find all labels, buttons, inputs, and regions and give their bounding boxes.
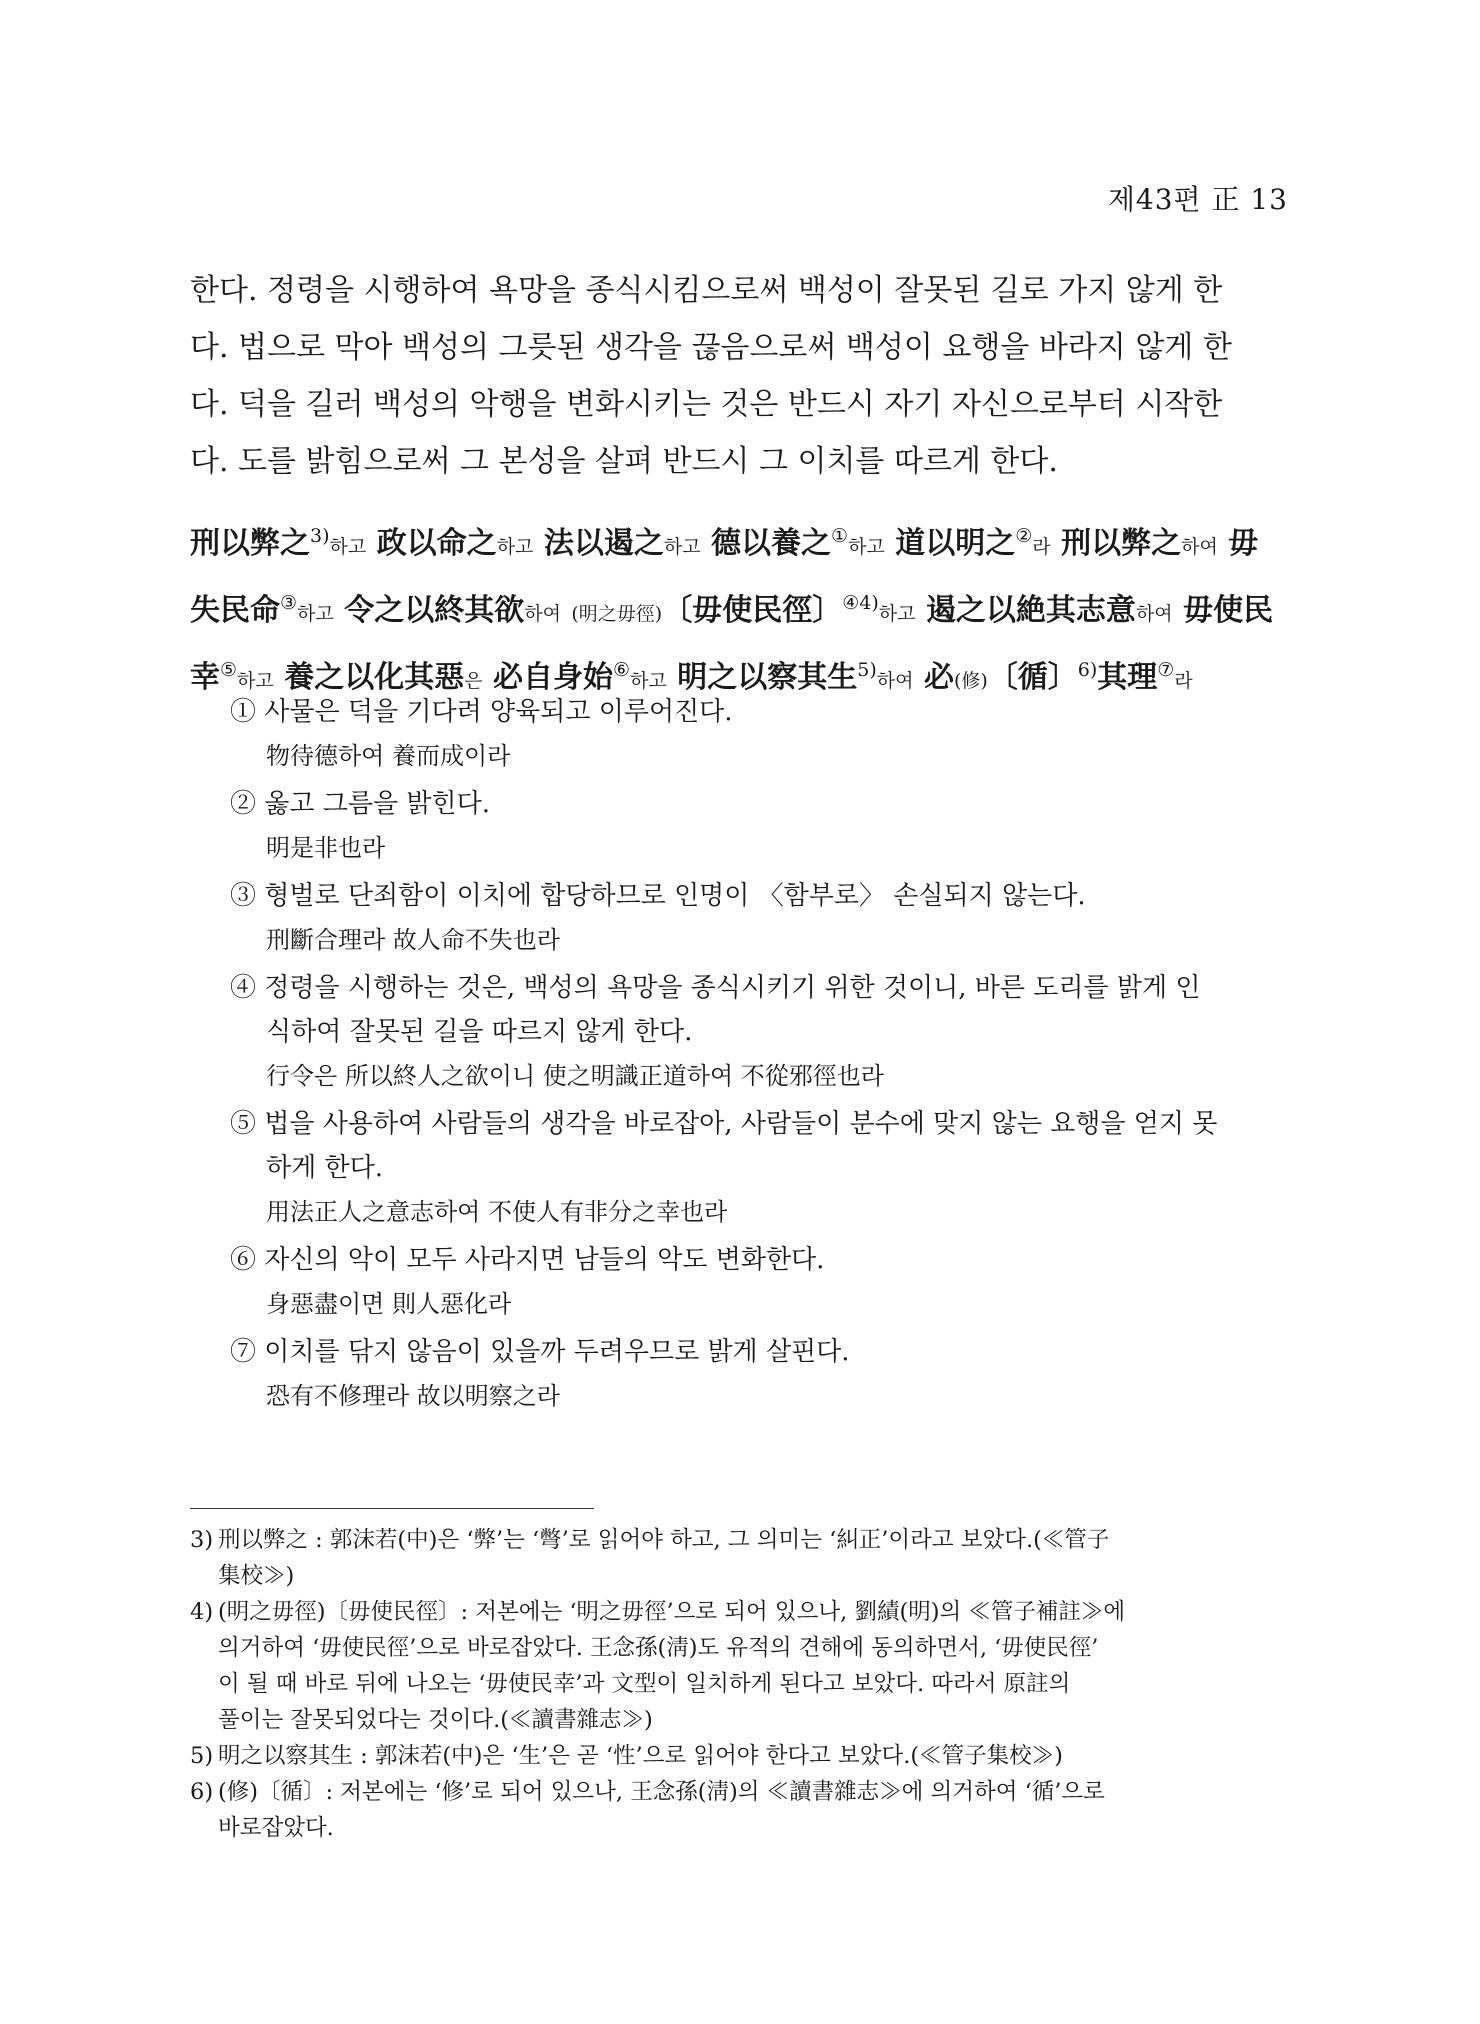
note-item xyxy=(230,966,1290,1098)
classical-phrase: 遏之以絶其志意 xyxy=(925,593,1136,628)
classical-phrase: 刑以弊之 xyxy=(1061,526,1182,561)
classical-phrase: 令之以終其欲 xyxy=(344,593,525,628)
grammar-particle: 하고 xyxy=(848,536,885,558)
footnote-number: 6) xyxy=(190,1779,214,1805)
footnote-ref: 6) xyxy=(1077,659,1098,681)
note-classical: 恐有不修理라 故以明察之라 xyxy=(266,1382,560,1410)
footnote-line: (明之毋徑)〔毋使民徑〕: 저본에는 ‘明之毋徑’으로 되어 있으나, 劉績(明)의 ≪管子補註≫에 xyxy=(218,1599,1126,1625)
note-ref: ④4) xyxy=(842,592,879,614)
note-korean: ⑦ 이치를 닦지 않음이 있을까 두려우므로 밝게 살핀다. xyxy=(230,1337,850,1367)
note-classical: 明是非也라 xyxy=(266,834,386,862)
note-classical: 行令은 所以終人之欲이니 使之明識正道하여 不從邪徑也라 xyxy=(266,1062,884,1090)
note-korean: ④ 정령을 시행하는 것은, 백성의 욕망을 종식시키기 위한 것이니, 바른 도리를 밝게 인 xyxy=(230,973,1201,1003)
footnotes xyxy=(190,1522,1290,1846)
footnote-number: 4) xyxy=(190,1599,214,1625)
note-item xyxy=(230,1102,1290,1234)
footnote-text xyxy=(218,1738,1290,1774)
grammar-particle: 하여 xyxy=(1135,603,1173,625)
note-ref: ② xyxy=(1015,525,1033,547)
grammar-particle: 라 xyxy=(1032,536,1051,558)
grammar-particle: 하고 xyxy=(663,536,701,558)
grammar-particle: 하고 xyxy=(237,670,274,692)
grammar-particle: 하여 xyxy=(876,670,914,692)
note-korean: ① 사물은 덕을 기다려 양육되고 이루어진다. xyxy=(230,697,733,727)
footnote-number: 5) xyxy=(190,1743,214,1769)
footnote-line: 刑以弊之 : 郭沫若(中)은 ‘弊’는 ‘彆’로 읽어야 하고, 그 의미는 ‘糾正’이라고 보았다.(≪管子 xyxy=(218,1527,1110,1553)
note-korean: ③ 형벌로 단죄함이 이치에 합당하므로 인명이 〈함부로〉 손실되지 않는다. xyxy=(230,881,1086,911)
classical-phrase: 德以養之 xyxy=(711,526,832,561)
classical-phrase: 刑以弊之 xyxy=(190,526,310,561)
classical-text xyxy=(190,508,1290,709)
note-classical: 身惡盡이면 則人惡化라 xyxy=(266,1290,512,1318)
footnote-item xyxy=(190,1774,1290,1846)
classical-phrase: 失民命 xyxy=(190,593,280,628)
footnote-item xyxy=(190,1594,1290,1738)
classical-phrase: 明之以察其生 xyxy=(677,660,858,695)
grammar-particle: 하고 xyxy=(297,603,334,625)
grammar-particle: 라 xyxy=(1174,670,1193,692)
grammar-particle: 하고 xyxy=(878,603,916,625)
footnote-item xyxy=(190,1522,1290,1594)
classical-phrase: 法以遏之 xyxy=(543,526,664,561)
paragraph-line: 다. 법으로 막아 백성의 그릇된 생각을 끊음으로써 백성이 요행을 바라지 않게 한 xyxy=(190,330,1232,365)
classical-line-2 xyxy=(190,575,1290,642)
note-korean: ⑤ 법을 사용하여 사람들의 생각을 바로잡아, 사람들이 분수에 맞지 않는 요행을 얻지 못 xyxy=(230,1109,1218,1139)
classical-phrase: 其理 xyxy=(1097,660,1158,695)
classical-phrase: 養之以化其惡 xyxy=(284,660,465,695)
footnote-ref: 5) xyxy=(857,659,877,681)
grammar-particle: 하고 xyxy=(496,536,534,558)
translation-paragraph xyxy=(190,262,1290,490)
note-item xyxy=(230,1330,1290,1418)
classical-line-1 xyxy=(190,508,1290,575)
classical-phrase: 必 xyxy=(923,660,954,695)
grammar-particle: 하고 xyxy=(630,670,667,692)
note-korean: ② 옳고 그름을 밝힌다. xyxy=(230,789,490,819)
note-item xyxy=(230,782,1290,870)
classical-phrase: 政以命之 xyxy=(376,526,497,561)
grammar-particle: 은 xyxy=(464,670,483,692)
footnote-ref: 3) xyxy=(310,525,330,547)
note-classical: 刑斷合理라 故人命不失也라 xyxy=(266,926,560,954)
footnote-line: 의거하여 ‘毋使民徑’으로 바로잡았다. 王念孫(淸)도 유적의 견해에 동의하면서, ‘毋使民徑’ xyxy=(218,1635,1099,1661)
classical-phrase: 必自身始 xyxy=(493,660,614,695)
note-korean-cont: 식하여 잘못된 길을 따르지 않게 한다. xyxy=(266,1017,693,1047)
paragraph-line: 다. 도를 밝힘으로써 그 본성을 살펴 반드시 그 이치를 따르게 한다. xyxy=(190,444,1058,479)
footnote-line: 풀이는 잘못되었다는 것이다.(≪讀書雜志≫) xyxy=(218,1707,653,1733)
deleted-text: (修) xyxy=(953,670,988,692)
classical-phrase: 毋 xyxy=(1228,526,1259,561)
footnote-line: 바로잡았다. xyxy=(218,1815,334,1841)
deleted-text: (明之毋徑) xyxy=(571,603,663,625)
footnote-line: 集校≫) xyxy=(218,1563,295,1589)
classical-phrase: 幸 xyxy=(190,660,220,695)
note-ref: ⑦ xyxy=(1157,659,1175,681)
grammar-particle: 하여 xyxy=(524,603,561,625)
corrected-text: 〔循〕 xyxy=(987,660,1078,695)
note-item xyxy=(230,874,1290,962)
note-ref: ③ xyxy=(280,592,298,614)
note-item xyxy=(230,1238,1290,1326)
classical-phrase: 毋使民 xyxy=(1183,593,1274,628)
paragraph-line: 다. 덕을 길러 백성의 악행을 변화시키는 것은 반드시 자기 자신으로부터 시작한 xyxy=(190,387,1223,422)
footnote-item xyxy=(190,1738,1290,1774)
main-text xyxy=(190,262,1290,709)
footnote-text xyxy=(218,1594,1290,1738)
note-item xyxy=(230,690,1290,778)
classical-phrase: 道以明之 xyxy=(895,526,1016,561)
running-header: 제43편 正 13 xyxy=(1107,183,1288,216)
footnote-line: 明之以察其生 : 郭沫若(中)은 ‘生’은 곧 ‘性’으로 읽어야 한다고 보았다.(≪管子集校≫) xyxy=(218,1743,1063,1769)
footnote-text xyxy=(218,1522,1290,1594)
footnote-divider xyxy=(190,1508,594,1509)
grammar-particle: 하고 xyxy=(329,536,367,558)
grammar-particle: 하여 xyxy=(1181,536,1218,558)
paragraph-line: 한다. 정령을 시행하여 욕망을 종식시킴으로써 백성이 잘못된 길로 가지 않게 한 xyxy=(190,273,1223,308)
note-ref: ⑥ xyxy=(613,659,631,681)
note-classical: 用法正人之意志하여 不使人有非分之幸也라 xyxy=(266,1198,728,1226)
note-korean: ⑥ 자신의 악이 모두 사라지면 남들의 악도 변화한다. xyxy=(230,1245,825,1275)
note-ref: ① xyxy=(831,525,849,547)
footnote-line: 이 될 때 바로 뒤에 나오는 ‘毋使民幸’과 文型이 일치하게 된다고 보았다. 따라서 原註의 xyxy=(218,1671,1071,1697)
note-classical: 物待德하여 養而成이라 xyxy=(266,742,511,770)
commentary-notes xyxy=(230,690,1290,1422)
note-ref: ⑤ xyxy=(220,659,238,681)
corrected-text: 〔毋使民徑〕 xyxy=(662,593,843,628)
footnote-number: 3) xyxy=(190,1527,214,1553)
footnote-text xyxy=(218,1774,1290,1846)
note-korean-cont: 하게 한다. xyxy=(266,1153,383,1183)
footnote-line: (修)〔循〕: 저본에는 ‘修’로 되어 있으나, 王念孫(淸)의 ≪讀書雜志≫에 의거하여 ‘循’으로 xyxy=(218,1779,1105,1805)
